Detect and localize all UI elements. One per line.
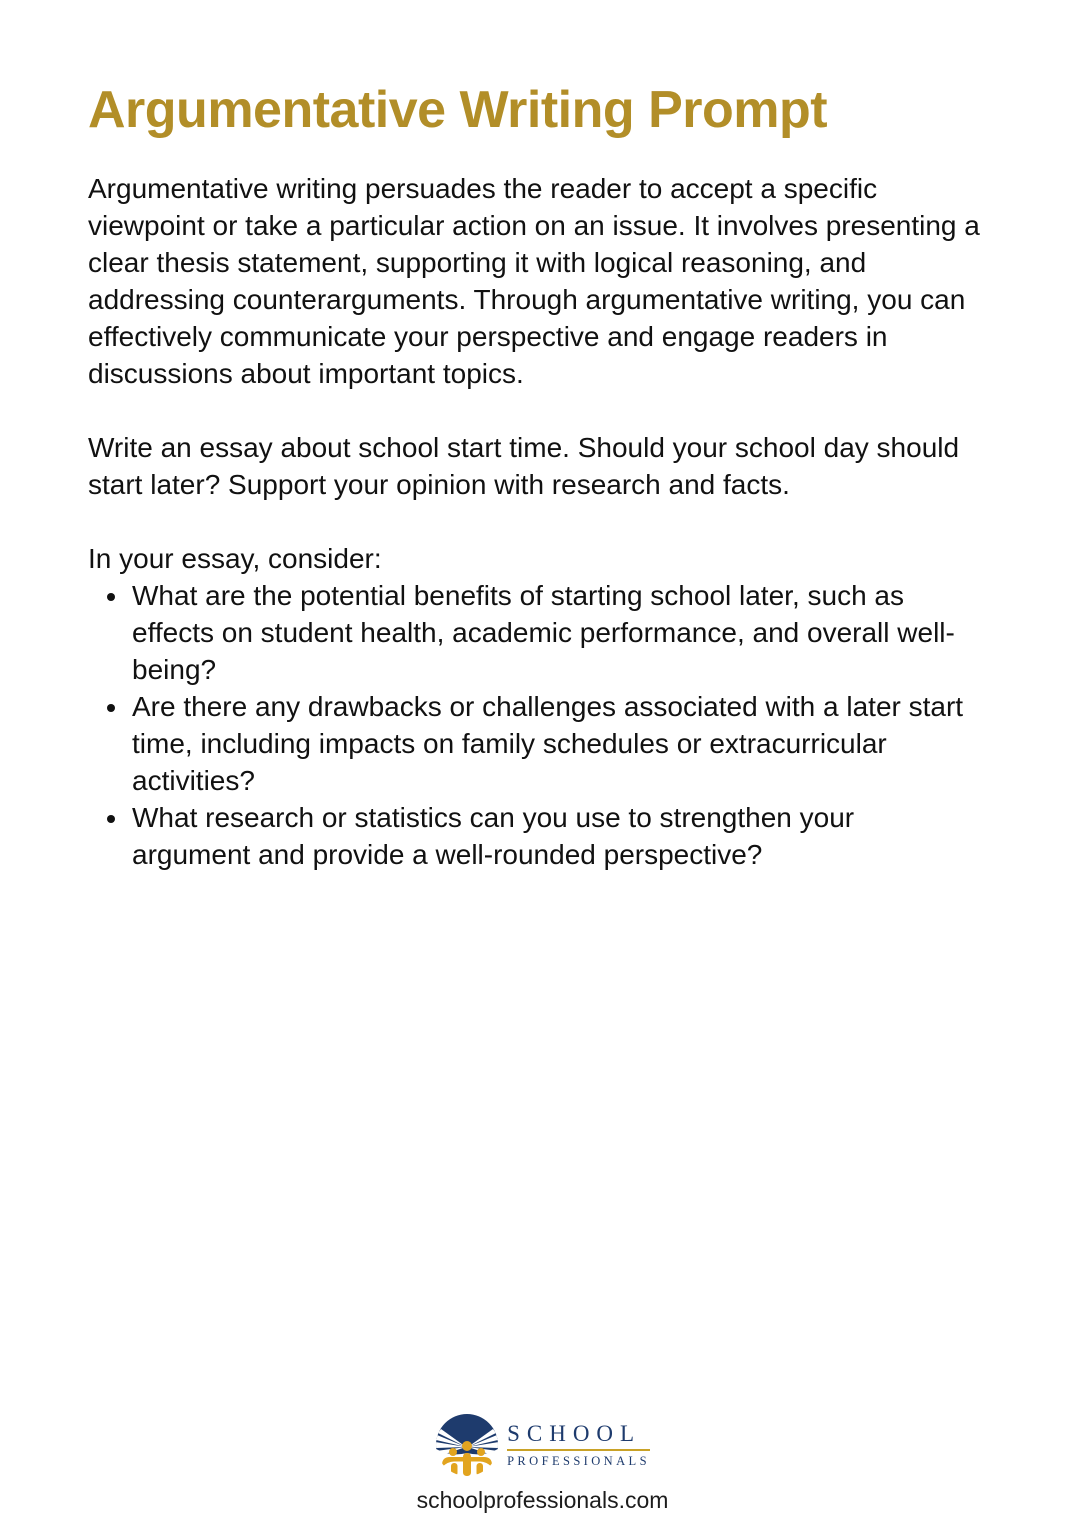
logo-line1: SCHOOL bbox=[507, 1421, 650, 1451]
logo-wordmark bbox=[507, 1421, 650, 1469]
bullet-item: • What are the potential benefits of starting school later, such as effects on student health, academic performance, and overall well-being? bbox=[130, 577, 978, 688]
logo-line2: PROFESSIONALS bbox=[507, 1454, 650, 1468]
bullet-item: • What research or statistics can you use to strengthen your argument and provide a well-rounded perspective? bbox=[130, 799, 978, 873]
consider-bullet-list bbox=[88, 577, 978, 873]
intro-paragraph: Argumentative writing persuades the reader to accept a specific viewpoint or take a particular action on an issue. It involves presenting a clear thesis statement, supporting it with logical reasoning, and addressing counterarguments. Through argumentative writing, you can effectively communicate your perspective and engage readers in discussions about important topics. bbox=[88, 173, 980, 389]
open-book-people-emblem-icon bbox=[435, 1413, 499, 1477]
website-url: schoolprofessionals.com bbox=[416, 1487, 669, 1513]
school-professionals-logo bbox=[435, 1413, 650, 1477]
bullet-item: • Are there any drawbacks or challenges associated with a later start time, including impacts on family schedules or extracurricular activities? bbox=[130, 688, 978, 799]
prompt-paragraph: Write an essay about school start time. Should your school day should start later? Support your opinion with research and facts. bbox=[88, 432, 960, 500]
page-title: Argumentative Writing Prompt bbox=[88, 81, 828, 139]
page-footer bbox=[0, 1413, 1085, 1514]
consider-heading: In your essay, consider: bbox=[88, 543, 382, 574]
